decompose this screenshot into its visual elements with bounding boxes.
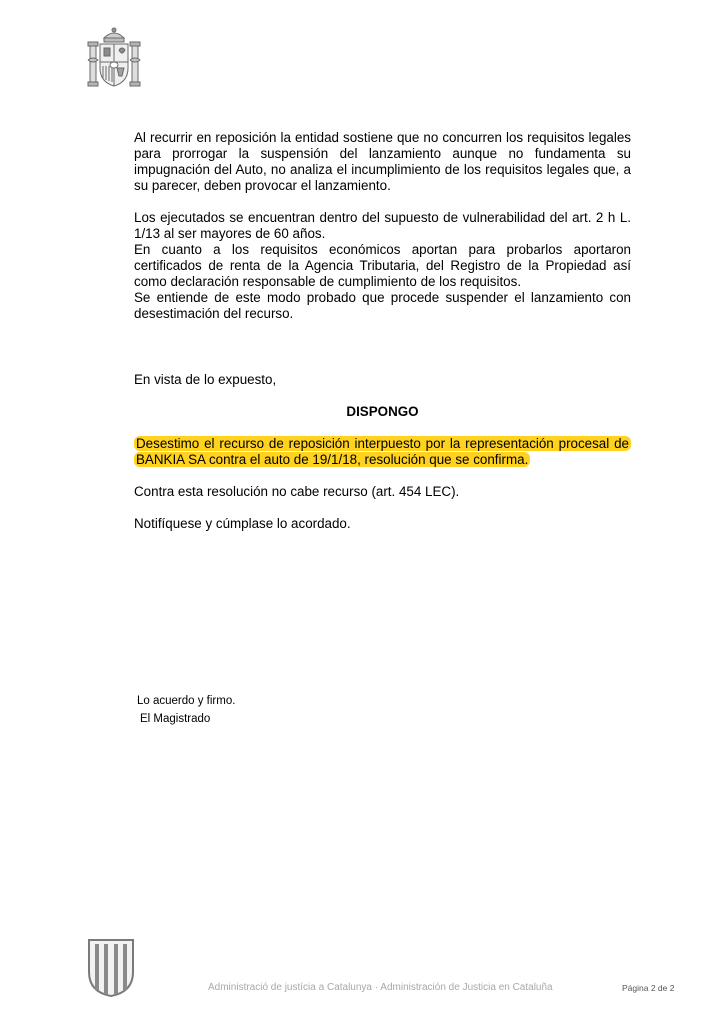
signature-line-2: El Magistrado bbox=[140, 713, 211, 725]
dispongo-heading: DISPONGO bbox=[346, 404, 419, 419]
paragraph-no-appeal: Contra esta resolución no cabe recurso (art. 454 LEC). bbox=[134, 484, 460, 499]
paragraph-ruling bbox=[134, 436, 631, 468]
paragraph-vulnerability: Los ejecutados se encuentran dentro del supuesto de vulnerabilidad del art. 2 h L. 1/13 al ser mayores de 60 años. bbox=[134, 210, 631, 241]
paragraph-in-view: En vista de lo expuesto, bbox=[134, 372, 277, 387]
catalonia-emblem-icon bbox=[86, 938, 136, 998]
highlighted-ruling-text: Desestimo el recurso de reposición interpuesto por la representación procesal de BANKIA SA contra el auto de 19/1/18, resolución que se confirma. bbox=[136, 436, 629, 467]
paragraph-conclusion: Se entiende de este modo probado que procede suspender el lanzamiento con desestimación del recurso. bbox=[134, 290, 631, 321]
paragraph-notify: Notifíquese y cúmplase lo acordado. bbox=[134, 516, 351, 531]
footer-institution: Administració de justícia a Catalunya · Administración de Justicia en Cataluña bbox=[208, 982, 553, 993]
signature-block bbox=[137, 692, 235, 728]
paragraph-economic-requirements: En cuanto a los requisitos económicos aportan para probarlos aportaron certificados de renta de la Agencia Tributaria, del Registro de la Propiedad así como declaración responsable de cumplimiento de los requisitos. bbox=[134, 242, 631, 289]
paragraph-appeal-arguments: Al recurrir en reposición la entidad sostiene que no concurren los requisitos legales para prorrogar la suspensión del lanzamiento aunque no fundamenta su impugnación del Auto, no analiza el incumplimiento de los requisitos legales que, a su parecer, deben provocar el lanzamiento. bbox=[134, 130, 631, 193]
page-number: Página 2 de 2 bbox=[622, 983, 675, 993]
spain-coat-of-arms-icon bbox=[86, 26, 142, 92]
document-body bbox=[134, 130, 631, 532]
signature-line-1: Lo acuerdo y firmo. bbox=[137, 695, 236, 707]
